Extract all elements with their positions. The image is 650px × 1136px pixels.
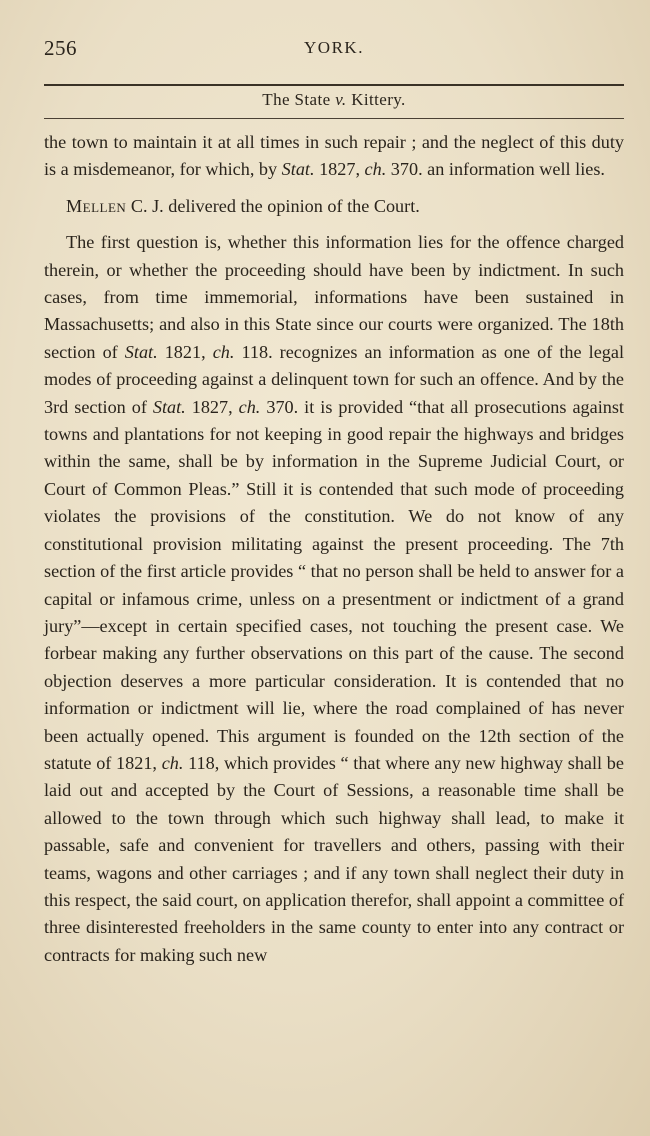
running-head — [44, 30, 624, 60]
case-caption — [44, 90, 624, 110]
citation-italic: ch. — [212, 341, 235, 362]
case-caption-parties-2: Kittery. — [346, 90, 406, 109]
page-number: 256 — [44, 36, 77, 60]
text-run: The first question is, whether this information lies for the offence charged therein, or whether the proceeding should have been by indictment. In such cases, from time immemorial, informations have been sustained in Massachusetts; and also in this State since our courts were organized. The 18th section of — [44, 232, 624, 362]
paragraph-opinion-intro — [44, 193, 624, 220]
text-run: 1827, — [314, 159, 365, 180]
citation-italic: Stat. — [281, 159, 315, 180]
judge-name: Mellen — [66, 195, 127, 216]
citation-italic: ch. — [161, 752, 184, 773]
citation-italic: Stat. — [152, 396, 186, 417]
paragraph-opinion — [44, 229, 624, 969]
text-run: 370. an information well lies. — [386, 159, 605, 180]
case-caption-parties-1: The State — [262, 90, 336, 109]
running-title: YORK. — [304, 38, 364, 57]
case-caption-versus: v. — [335, 90, 347, 109]
paragraph-continuation — [44, 129, 624, 184]
citation-italic: Stat. — [124, 341, 158, 362]
text-run: the town to maintain it at all times in such repair ; and the neglect of this duty is a misdemeanor, for which, by — [44, 132, 624, 180]
caption-rule — [44, 118, 624, 119]
text-run: 1821, — [157, 341, 213, 362]
text-run: 118. recognizes an information as one of the legal modes of proceeding against a delinquent town for such an offence. And by the 3rd section of — [44, 341, 625, 417]
text-run: 370. it is provided “that all prosecutions against towns and plantations for not keeping in good repair the highways and bridges within the same, shall be by information in the Supreme Judicial Court, or Court of Common Pleas.” Still it is contended that such mode of proceeding violates the provisions of the constitution. We do not know of any constitutional provision militating against the present proceeding. The 7th section of the first article provides “ that no person shall be held to answer for a capital or infamous crime, unless on a presentment or indictment of a grand jury”—except in certain specified cases, not touching the present case. We forbear making any further observations on this part of the cause. The second objection deserves a more particular consideration. It is contended that no information or indictment will lie, where the road complained of has never been actually opened. This argument is founded on the 12th section of the statute of 1821, — [44, 396, 624, 773]
text-run: 1827, — [185, 396, 239, 417]
text-run: 118, which provides “ that where any new highway shall be laid out and accepted by the Court of Sessions, a reasonable time shall be allowed to the town through which such highway shall lead, to make it passable, safe and convenient for travellers and others, passing with their teams, wagons and other carriages ; and if any town shall neglect their duty in this respect, the said court, on application therefor, shall appoint a committee of three disinterested freeholders in the same county to enter into any contract or contracts for making such new — [44, 752, 624, 965]
text-run: C. J. delivered the opinion of the Court. — [126, 195, 420, 216]
citation-italic: ch. — [238, 396, 261, 417]
citation-italic: ch. — [364, 159, 387, 180]
header-rule — [44, 84, 624, 86]
body-text — [44, 129, 624, 969]
